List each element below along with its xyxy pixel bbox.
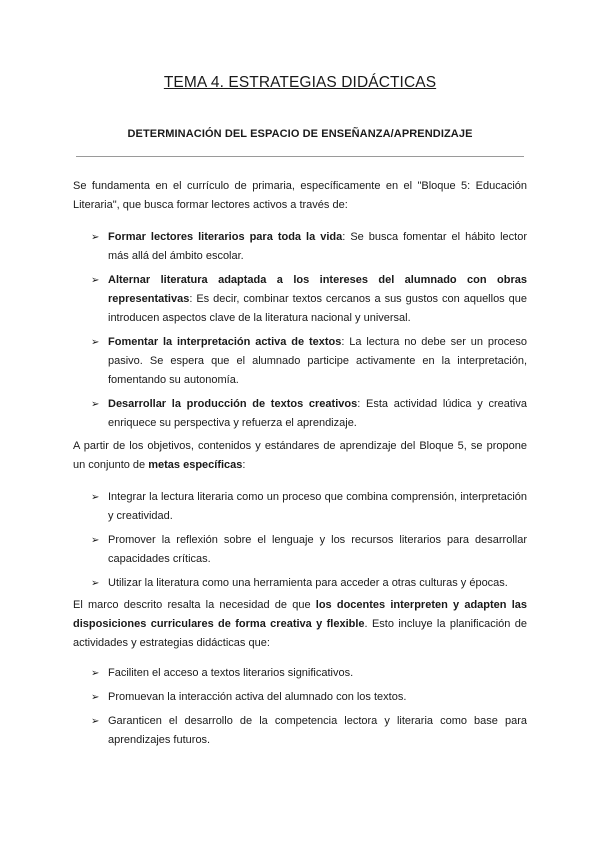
list-item-bold: Desarrollar la producción de textos creativos: [108, 398, 358, 410]
arrow-bullet-icon: ➢: [91, 668, 100, 679]
paragraph-text: A partir de los objetivos, contenidos y estándares de aprendizaje del Bloque 5, se propone un conjunto de: [73, 440, 527, 471]
arrow-bullet-icon: ➢: [91, 692, 100, 703]
paragraph-text: El marco descrito resalta la necesidad de que: [73, 599, 316, 611]
list-item: [91, 488, 527, 526]
list-item: [91, 395, 527, 433]
list-item-bold: Formar lectores literarios para toda la vida: [108, 231, 343, 243]
intro-paragraph: Se fundamenta en el currículo de primaria, específicamente en el "Bloque 5: Educación Literaria", que busca formar lectores activos a través de:: [73, 180, 527, 211]
list-item-text: : La lectura no debe ser un proceso pasivo. Se espera que el alumnado participe activamente en la interpretación, fomentando su autonomía.: [108, 336, 527, 386]
activities-list: [91, 664, 527, 755]
arrow-outline-bullet-icon: ➢: [91, 535, 100, 546]
list-item-text: Faciliten el acceso a textos literarios significativos.: [108, 667, 354, 679]
list-item-text: Promuevan la interacción activa del alumnado con los textos.: [108, 691, 407, 703]
goals-list: [91, 488, 527, 598]
list-item: [91, 333, 527, 390]
arrow-bullet-icon: ➢: [91, 337, 100, 348]
list-item: [91, 712, 527, 750]
list-item-bold: Fomentar la interpretación activa de textos: [108, 336, 342, 348]
list-item-text: : Se busca fomentar el hábito lector más allá del ámbito escolar.: [108, 231, 528, 262]
objectives-list: [91, 228, 527, 438]
arrow-bullet-icon: ➢: [91, 232, 100, 243]
paragraph-text: . Esto incluye la planificación de actividades y estrategias didácticas que:: [73, 618, 527, 649]
arrow-bullet-icon: ➢: [91, 275, 100, 286]
list-item: [91, 271, 527, 328]
list-item-bold: Alternar literatura adaptada a los intereses del alumnado con obras representativas: [108, 274, 527, 305]
goals-paragraph: [73, 437, 527, 475]
list-item-text: Promover la reflexión sobre el lenguaje y los recursos literarios para desarrollar capacidades críticas.: [108, 534, 527, 565]
horizontal-divider: [76, 156, 524, 157]
arrow-outline-bullet-icon: ➢: [91, 578, 100, 589]
framework-paragraph: [73, 596, 527, 653]
list-item: [91, 664, 527, 683]
arrow-bullet-icon: ➢: [91, 716, 100, 727]
arrow-bullet-icon: ➢: [91, 399, 100, 410]
section-heading: DETERMINACIÓN DEL ESPACIO DE ENSEÑANZA/APRENDIZAJE: [127, 128, 473, 140]
list-item-text: Integrar la lectura literaria como un proceso que combina comprensión, interpretación y creatividad.: [108, 491, 527, 522]
page-title: TEMA 4. ESTRATEGIAS DIDÁCTICAS: [163, 74, 437, 91]
list-item-text: : Esta actividad lúdica y creativa enriquece su perspectiva y refuerza el aprendizaje.: [108, 398, 527, 429]
list-item: [91, 531, 527, 569]
paragraph-bold: metas específicas: [148, 459, 243, 471]
list-item-text: Utilizar la literatura como una herramienta para acceder a otras culturas y épocas.: [108, 577, 508, 589]
arrow-outline-bullet-icon: ➢: [91, 492, 100, 503]
paragraph-bold: los docentes interpreten y adapten las disposiciones curriculares de forma creativa y flexible: [73, 599, 527, 630]
list-item-text: Garanticen el desarrollo de la competencia lectora y literaria como base para aprendizajes futuros.: [108, 715, 527, 746]
paragraph-text: :: [242, 459, 246, 471]
list-item: [91, 688, 527, 707]
list-item-text: : Es decir, combinar textos cercanos a sus gustos con aquellos que introducen aspectos clave de la literatura nacional y universal.: [108, 293, 527, 324]
list-item: [91, 574, 527, 593]
list-item: [91, 228, 527, 266]
